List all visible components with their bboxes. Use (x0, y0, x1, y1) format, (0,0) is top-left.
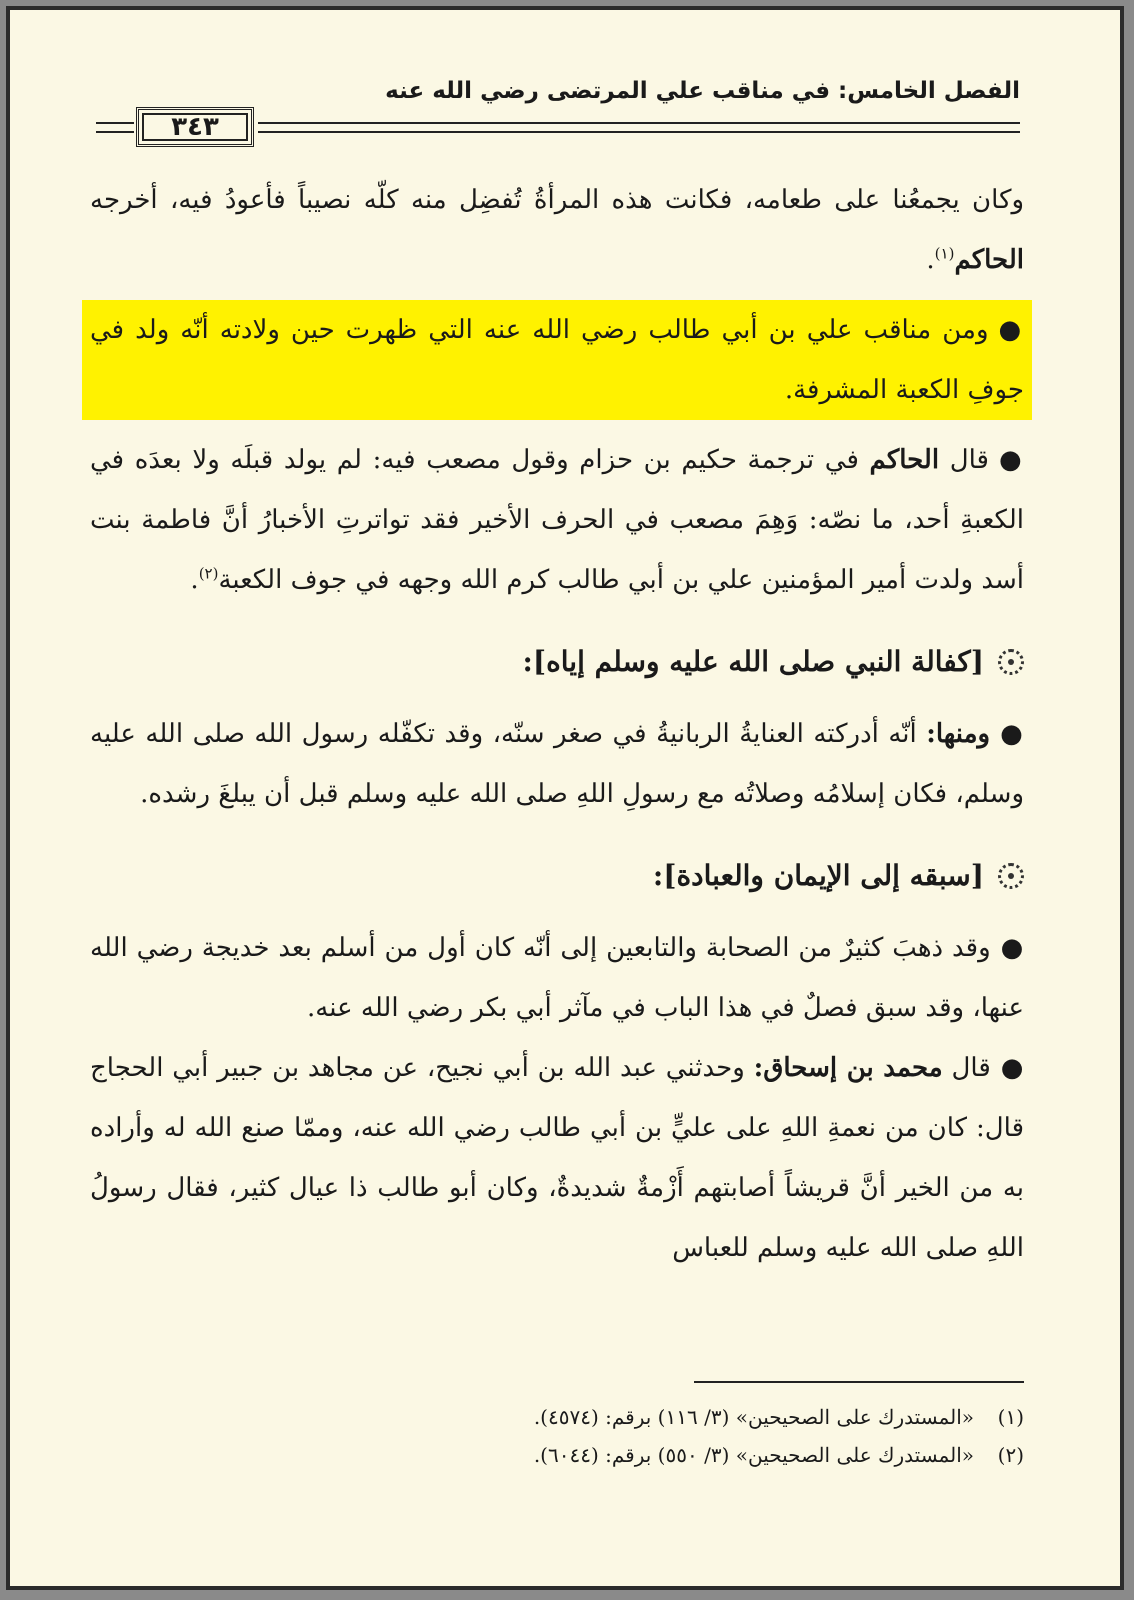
p5-bold: محمد بن إسحاق: (753, 1053, 943, 1083)
paragraph-4 (90, 918, 1024, 1038)
p5-text: وحدثني عبد الله بن أبي نجيح، عن مجاهد بن جبير أبي الحجاج قال: كان من نعمةِ اللهِ على عليٍّ بن أبي طالب رضي الله عنه، وممّا صنع الله له وأراده به من الخير أنَّ قريشاً أصابتهم أَزْمةٌ شديدةٌ، وكان أبو طالب ذا عيال كثير، فقال رسولُ اللهِ صلى الله عليه وسلم للعباس (90, 1053, 1024, 1263)
footnote-divider (694, 1381, 1024, 1383)
page-body (90, 170, 1024, 1278)
bullet-icon: ● (1000, 1053, 1024, 1083)
paragraph-3 (90, 704, 1024, 824)
chapter-header: الفصل الخامس: في مناقب علي المرتضى رضي الله عنه (385, 78, 1020, 104)
p3-bold: ومنها: (926, 719, 991, 749)
p3-text: أنّه أدركته العنايةُ الربانيةُ في صغر سنّه، وقد تكفّله رسول الله صلى الله عليه وسلم، فكان إسلامُه وصلاتُه مع رسولِ اللهِ صلى الله عليه وسلم قبل أن يبلغَ رشده. (90, 719, 1024, 809)
footnote-ref-1[interactable]: (١) (934, 244, 955, 263)
p4-text: وقد ذهبَ كثيرٌ من الصحابة والتابعين إلى أنّه كان أول من أسلم بعد خديجة رضي الله عنها، وقد سبق فصلٌ في هذا الباب في مآثر أبي بكر رضي الله عنه. (90, 933, 1024, 1023)
header-rule (258, 122, 1020, 133)
footnote-2 (90, 1436, 1024, 1474)
section-2-title: [سبقه إلى الإيمان والعبادة]: (652, 859, 984, 892)
footnotes (90, 1398, 1024, 1474)
header-rule-left (96, 122, 134, 133)
section-heading-2 (90, 846, 1024, 906)
p1-end: . (926, 245, 935, 275)
footnote-number: (٢) (997, 1443, 1024, 1467)
bullet-icon: ● (998, 315, 1024, 345)
p2-end: . (190, 565, 199, 595)
page-number: ٣٤٣ (136, 107, 254, 147)
ornament-icon (998, 863, 1024, 889)
footnote-1 (90, 1398, 1024, 1436)
paragraph-2 (90, 430, 1024, 610)
p1-text: وكان يجمعُنا على طعامه، فكانت هذه المرأةُ تُفضِل منه كلّه نصيباً فأعودُ فيه، أخرجه (90, 185, 1024, 215)
highlight-text: ومن مناقب علي بن أبي طالب رضي الله عنه التي ظهرت حين ولادته أنّه ولد في جوفِ الكعبة المشرفة. (90, 315, 1024, 405)
paragraph-5 (90, 1038, 1024, 1278)
footnote-number: (١) (997, 1405, 1024, 1429)
p2-bold: الحاكم (869, 445, 940, 475)
footnote-ref-2[interactable]: (٢) (198, 564, 219, 583)
section-1-title: [كفالة النبي صلى الله عليه وسلم إياه]: (522, 645, 984, 678)
p5-start: قال (951, 1053, 991, 1083)
p1-bold: الحاكم (954, 245, 1024, 275)
p2-text: في ترجمة حكيم بن حزام وقول مصعب فيه: لم يولد قبلَه ولا بعدَه في الكعبةِ أحد، ما نصّه: وَهِمَ مصعب في الحرف الأخير فقد تواترتِ الأخبارُ أنَّ فاطمة بنت أسد ولدت أمير المؤمنين علي بن أبي طالب كرم الله وجهه في جوف الكعبة (90, 445, 1024, 595)
bullet-icon: ● (1000, 719, 1024, 749)
footnote-text: «المستدرك على الصحيحين» (٣/ ٥٥٠) برقم: (٦٠٤٤). (533, 1443, 974, 1467)
paragraph-1 (90, 170, 1024, 290)
bullet-icon: ● (998, 445, 1025, 475)
highlighted-paragraph (82, 300, 1032, 420)
p2-start: قال (949, 445, 989, 475)
footnote-text: «المستدرك على الصحيحين» (٣/ ١١٦) برقم: (٤٥٧٤). (533, 1405, 974, 1429)
bullet-icon: ● (1000, 933, 1024, 963)
book-page (6, 6, 1124, 1590)
ornament-icon (998, 649, 1024, 675)
section-heading-1 (90, 632, 1024, 692)
